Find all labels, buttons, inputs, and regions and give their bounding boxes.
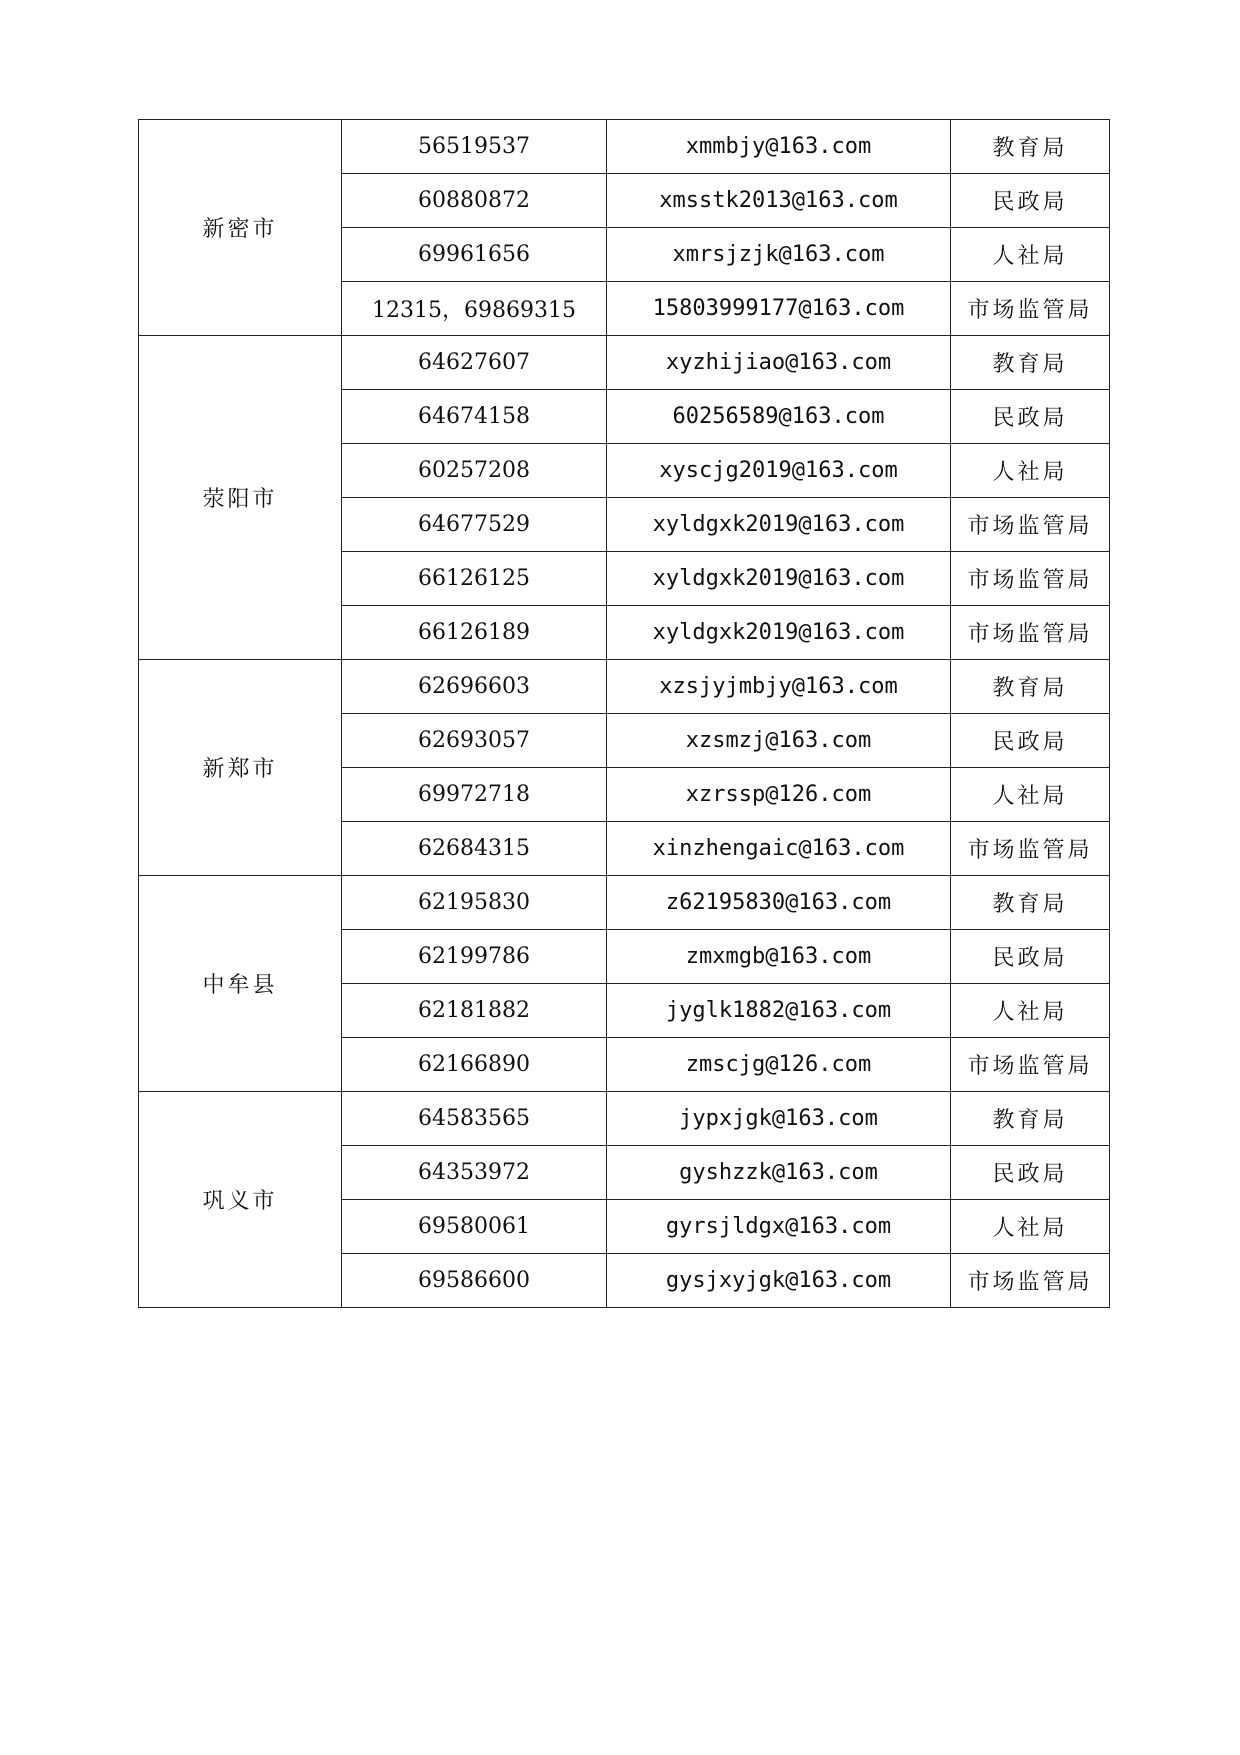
department-cell: 人社局 <box>951 984 1110 1038</box>
region-cell: 中牟县 <box>139 876 342 1092</box>
phone-cell: 62696603 <box>342 660 607 714</box>
phone-cell: 62195830 <box>342 876 607 930</box>
phone-cell: 69972718 <box>342 768 607 822</box>
department-cell: 教育局 <box>951 1092 1110 1146</box>
email-cell: jyglk1882@163.com <box>607 984 951 1038</box>
department-cell: 市场监管局 <box>951 822 1110 876</box>
email-cell: xzsmzj@163.com <box>607 714 951 768</box>
email-cell: xzsjyjmbjy@163.com <box>607 660 951 714</box>
email-cell: gyshzzk@163.com <box>607 1146 951 1200</box>
region-cell: 新郑市 <box>139 660 342 876</box>
department-cell: 市场监管局 <box>951 498 1110 552</box>
table-row <box>139 876 1110 930</box>
email-cell: jypxjgk@163.com <box>607 1092 951 1146</box>
department-cell: 民政局 <box>951 390 1110 444</box>
email-cell: z62195830@163.com <box>607 876 951 930</box>
department-cell: 民政局 <box>951 1146 1110 1200</box>
table-row <box>139 660 1110 714</box>
phone-cell: 64677529 <box>342 498 607 552</box>
contacts-table <box>138 119 1110 1308</box>
phone-cell: 62166890 <box>342 1038 607 1092</box>
phone-cell: 64583565 <box>342 1092 607 1146</box>
phone-cell: 64674158 <box>342 390 607 444</box>
phone-cell: 60257208 <box>342 444 607 498</box>
department-cell: 教育局 <box>951 336 1110 390</box>
email-cell: xmmbjy@163.com <box>607 120 951 174</box>
region-cell: 新密市 <box>139 120 342 336</box>
email-cell: xmrsjzjk@163.com <box>607 228 951 282</box>
department-cell: 人社局 <box>951 228 1110 282</box>
phone-cell: 69580061 <box>342 1200 607 1254</box>
department-cell: 教育局 <box>951 876 1110 930</box>
table-row <box>139 1092 1110 1146</box>
email-cell: zmxmgb@163.com <box>607 930 951 984</box>
phone-cell: 66126189 <box>342 606 607 660</box>
email-cell: xyldgxk2019@163.com <box>607 498 951 552</box>
phone-cell: 69586600 <box>342 1254 607 1308</box>
email-cell: xyscjg2019@163.com <box>607 444 951 498</box>
phone-cell: 64627607 <box>342 336 607 390</box>
department-cell: 民政局 <box>951 174 1110 228</box>
department-cell: 市场监管局 <box>951 552 1110 606</box>
phone-cell: 12315，69869315 <box>342 282 607 336</box>
phone-cell: 60880872 <box>342 174 607 228</box>
department-cell: 市场监管局 <box>951 282 1110 336</box>
email-cell: 60256589@163.com <box>607 390 951 444</box>
region-cell: 荥阳市 <box>139 336 342 660</box>
department-cell: 民政局 <box>951 930 1110 984</box>
contacts-table-body <box>139 120 1110 1308</box>
email-cell: xzrssp@126.com <box>607 768 951 822</box>
phone-cell: 62181882 <box>342 984 607 1038</box>
email-cell: xinzhengaic@163.com <box>607 822 951 876</box>
region-cell: 巩义市 <box>139 1092 342 1308</box>
email-cell: 15803999177@163.com <box>607 282 951 336</box>
table-row <box>139 120 1110 174</box>
email-cell: xyldgxk2019@163.com <box>607 606 951 660</box>
phone-cell: 64353972 <box>342 1146 607 1200</box>
email-cell: zmscjg@126.com <box>607 1038 951 1092</box>
phone-cell: 62693057 <box>342 714 607 768</box>
department-cell: 市场监管局 <box>951 1254 1110 1308</box>
email-cell: xmsstk2013@163.com <box>607 174 951 228</box>
department-cell: 教育局 <box>951 120 1110 174</box>
department-cell: 市场监管局 <box>951 606 1110 660</box>
department-cell: 人社局 <box>951 444 1110 498</box>
phone-cell: 56519537 <box>342 120 607 174</box>
department-cell: 市场监管局 <box>951 1038 1110 1092</box>
phone-cell: 66126125 <box>342 552 607 606</box>
table-row <box>139 336 1110 390</box>
department-cell: 民政局 <box>951 714 1110 768</box>
phone-cell: 62684315 <box>342 822 607 876</box>
department-cell: 人社局 <box>951 768 1110 822</box>
email-cell: gysjxyjgk@163.com <box>607 1254 951 1308</box>
phone-cell: 69961656 <box>342 228 607 282</box>
department-cell: 人社局 <box>951 1200 1110 1254</box>
department-cell: 教育局 <box>951 660 1110 714</box>
email-cell: xyzhijiao@163.com <box>607 336 951 390</box>
phone-cell: 62199786 <box>342 930 607 984</box>
email-cell: xyldgxk2019@163.com <box>607 552 951 606</box>
email-cell: gyrsjldgx@163.com <box>607 1200 951 1254</box>
